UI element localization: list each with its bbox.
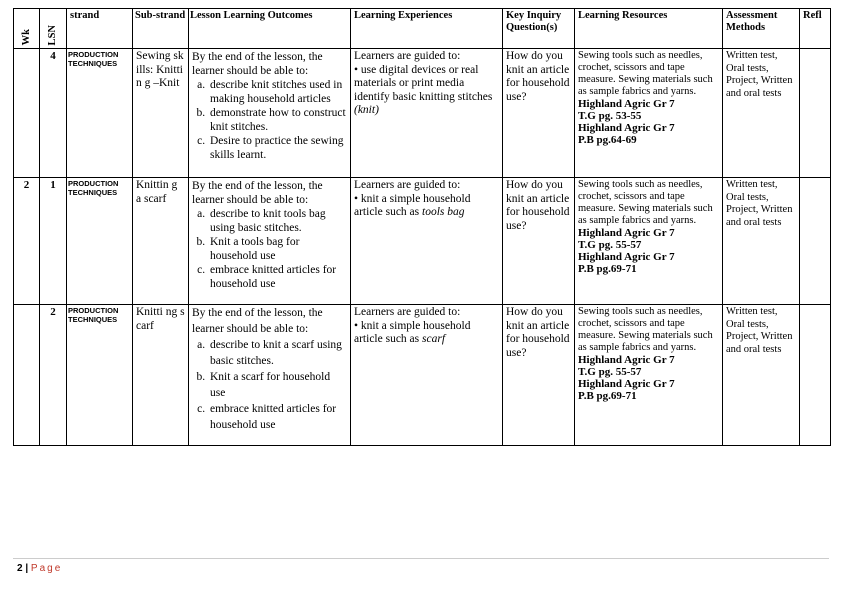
header-assessment: Assessment Methods <box>723 9 800 49</box>
cell-resources <box>575 305 723 446</box>
cell-lsn: 4 <box>40 49 67 178</box>
cell-experiences <box>351 49 503 178</box>
cell-outcomes <box>189 178 351 305</box>
cell-strand: PRODUCTION TECHNIQUES <box>67 178 133 305</box>
list-item: c. embrace knitted articles for household use <box>208 263 347 291</box>
cell-wk: 2 <box>14 178 40 305</box>
resource-ref: T.G pg. 53-55 <box>578 110 642 122</box>
header-outcomes: Lesson Learning Outcomes <box>189 9 351 49</box>
resources-text: Sewing tools such as needles, crochet, scissors and tape measure. Sewing materials such as sample fabrics and yarns. <box>578 306 713 353</box>
header-experiences: Learning Experiences <box>351 9 503 49</box>
list-item: a. describe to knit tools bag using basic stitches. <box>208 207 347 235</box>
footer-divider <box>13 558 829 559</box>
experience-emphasis: scarf <box>422 333 446 345</box>
cell-sub-strand: Knitti ng scarf <box>133 305 189 446</box>
cell-key-inquiry: How do you knit an article for household use? <box>503 49 575 178</box>
table-row <box>14 178 831 305</box>
experience-body <box>354 64 499 118</box>
resources-text: Sewing tools such as needles, crochet, scissors and tape measure. Sewing materials such as sample fabrics and yarns. <box>578 179 713 226</box>
experience-text: • knit a simple household article such as <box>354 192 471 218</box>
scheme-of-work-table <box>13 8 831 446</box>
experience-intro: Learners are guided to: <box>354 306 461 318</box>
experience-body <box>354 320 499 347</box>
resource-ref: Highland Agric Gr 7 <box>578 227 675 239</box>
footer-separator: | <box>22 563 31 574</box>
cell-outcomes <box>189 49 351 178</box>
cell-assessment: Written test, Oral tests, Project, Written and oral tests <box>723 178 800 305</box>
header-key-inquiry: Key Inquiry Question(s) <box>503 9 575 49</box>
resources-text: Sewing tools such as needles, crochet, scissors and tape measure. Sewing materials such as sample fabrics and yarns. <box>578 50 713 97</box>
resource-ref: P.B pg.69-71 <box>578 390 637 402</box>
experience-intro: Learners are guided to: <box>354 179 461 191</box>
header-resources: Learning Resources <box>575 9 723 49</box>
outcomes-intro: By the end of the lesson, the learner should be able to: <box>192 51 323 77</box>
cell-assessment: Written test, Oral tests, Project, Written and oral tests <box>723 49 800 178</box>
cell-wk <box>14 305 40 446</box>
cell-reflection <box>800 305 831 446</box>
list-item: b. Knit a tools bag for household use <box>208 235 347 263</box>
header-sub-strand: Sub-strand <box>133 9 189 49</box>
page-label: Page <box>30 563 63 574</box>
outcomes-list <box>192 207 347 291</box>
cell-outcomes <box>189 305 351 446</box>
page-number: 2 <box>17 563 23 574</box>
list-item: b. demonstrate how to construct knit stitches. <box>208 106 347 134</box>
header-lsn: LSN <box>40 9 67 49</box>
resource-ref: Highland Agric Gr 7 <box>578 122 675 134</box>
cell-lsn: 2 <box>40 305 67 446</box>
list-item: a. describe to knit a scarf using basic stitches. <box>208 337 347 369</box>
table-row <box>14 305 831 446</box>
cell-strand: PRODUCTION TECHNIQUES <box>67 49 133 178</box>
table-row <box>14 49 831 178</box>
resource-ref: Highland Agric Gr 7 <box>578 251 675 263</box>
cell-assessment: Written test, Oral tests, Project, Written and oral tests <box>723 305 800 446</box>
cell-sub-strand: Sewing skills: Knittin g –Knit <box>133 49 189 178</box>
list-item: c. Desire to practice the sewing skills learnt. <box>208 134 347 162</box>
outcomes-list <box>192 78 347 162</box>
header-strand: strand <box>67 9 133 49</box>
resource-ref: P.B pg.64-69 <box>578 134 637 146</box>
experience-text: • use digital devices or real materials or print media identify basic knitting stitches <box>354 63 493 103</box>
list-item: b. Knit a scarf for household use <box>208 369 347 401</box>
resource-ref: T.G pg. 55-57 <box>578 366 642 378</box>
cell-reflection <box>800 49 831 178</box>
experience-intro: Learners are guided to: <box>354 50 461 62</box>
list-item: a. describe knit stitches used in making household articles <box>208 78 347 106</box>
cell-key-inquiry: How do you knit an article for household use? <box>503 178 575 305</box>
cell-experiences <box>351 305 503 446</box>
resource-ref: Highland Agric Gr 7 <box>578 378 675 390</box>
cell-sub-strand: Knittin g a scarf <box>133 178 189 305</box>
page-footer <box>17 563 62 574</box>
resource-ref: P.B pg.69-71 <box>578 263 637 275</box>
cell-key-inquiry: How do you knit an article for household use? <box>503 305 575 446</box>
experience-text: • knit a simple household article such as <box>354 319 471 345</box>
cell-resources <box>575 178 723 305</box>
cell-wk <box>14 49 40 178</box>
cell-experiences <box>351 178 503 305</box>
header-reflection: Refl <box>800 9 831 49</box>
header-wk: Wk <box>14 9 40 49</box>
experience-emphasis: tools bag <box>422 206 465 218</box>
list-item: c. embrace knitted articles for household use <box>208 401 347 433</box>
cell-resources <box>575 49 723 178</box>
outcomes-intro: By the end of the lesson, the learner should be able to: <box>192 180 323 206</box>
cell-reflection <box>800 178 831 305</box>
resource-ref: Highland Agric Gr 7 <box>578 354 675 366</box>
resource-ref: T.G pg. 55-57 <box>578 239 642 251</box>
header-row <box>14 9 831 49</box>
cell-strand: PRODUCTION TECHNIQUES <box>67 305 133 446</box>
cell-lsn: 1 <box>40 178 67 305</box>
resource-ref: Highland Agric Gr 7 <box>578 98 675 110</box>
outcomes-list <box>192 337 347 433</box>
experience-emphasis: (knit) <box>354 104 379 116</box>
outcomes-intro: By the end of the lesson, the learner should be able to: <box>192 307 323 335</box>
experience-body <box>354 193 499 220</box>
